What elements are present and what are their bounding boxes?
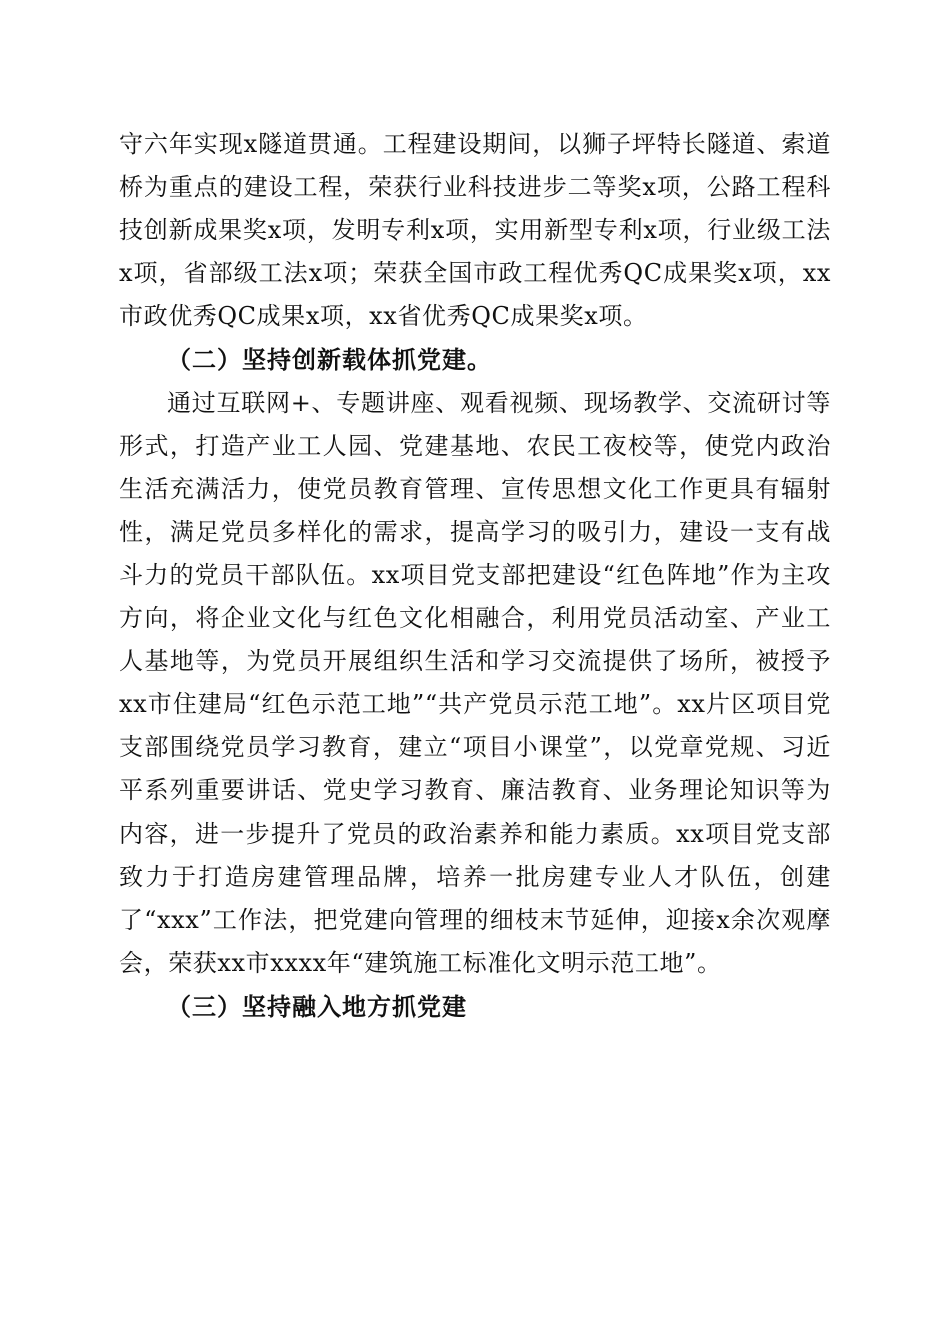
section-heading-3: （三）坚持融入地方抓党建 xyxy=(167,991,467,1021)
paragraph-innovation: 通过互联网+、专题讲座、观看视频、现场教学、交流研讨等形式，打造产业工人园、党建基地、农民工夜校等，使党内政治生活充满活力，使党员教育管理、宣传思想文化工作更具有辐射性，满足党员多样化的需求，提高学习的吸引力，建设一支有战斗力的党员干部队伍。xx项目党支部把建设“红色阵地”作为主攻方向，将企业文化与红色文化相融合，利用党员活动室、产业工人基地等，为党员开展组织生活和学习交流提供了场所，被授予xx市住建局“红色示范工地”“共产党员示范工地”。xx片区项目党支部围绕党员学习教育，建立“项目小课堂”，以党章党规、习近平系列重要讲话、党史学习教育、廉洁教育、业务理论知识等为内容，进一步提升了党员的政治素养和能力素质。xx项目党支部致力于打造房建管理品牌，培养一批房建专业人才队伍，创建了“xxx”工作法，把党建向管理的细枝末节延伸，迎接x余次观摩会，荣获xx市xxxx年“建筑施工标准化文明示范工地”。 xyxy=(119,388,831,977)
section-heading-2: （二）坚持创新载体抓党建。 xyxy=(167,345,492,375)
paragraph-continuation: 守六年实现x隧道贯通。工程建设期间，以狮子坪特长隧道、索道桥为重点的建设工程，荣获行业科技进步二等奖x项，公路工程科技创新成果奖x项，发明专利x项，实用新型专利x项，行业级工法x项，省部级工法x项；荣获全国市政工程优秀QC成果奖x项，xx市政优秀QC成果x项，xx省优秀QC成果奖x项。 xyxy=(119,130,831,331)
document-body xyxy=(119,123,831,1028)
